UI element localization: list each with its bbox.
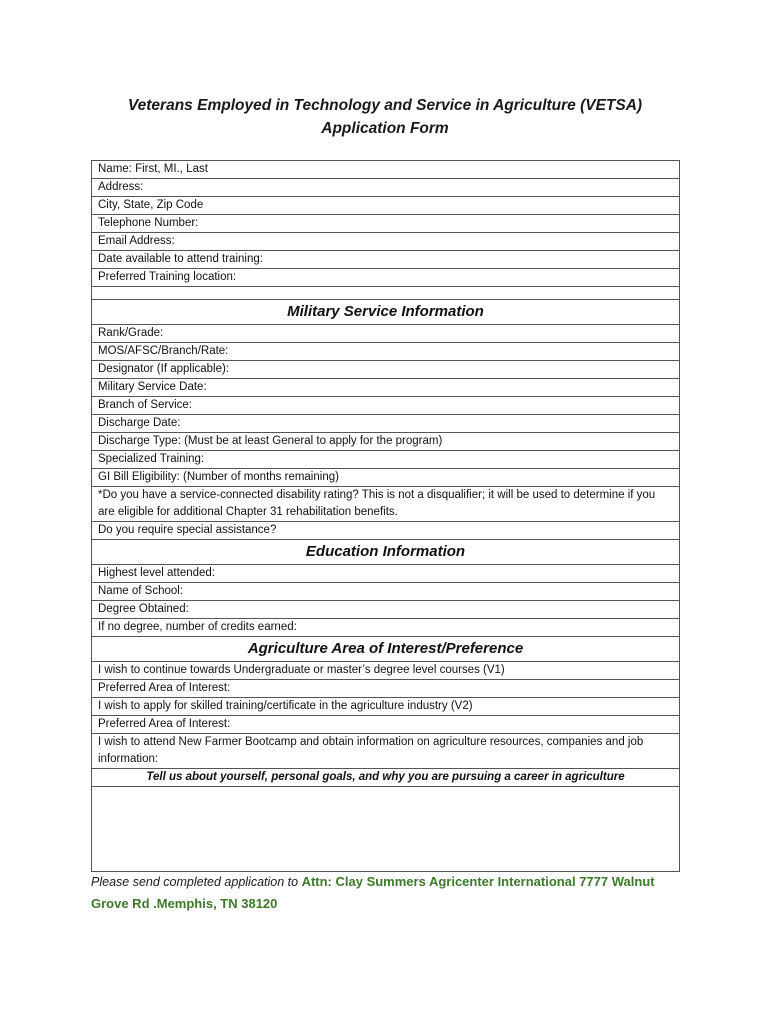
gi-bill-field[interactable]: GI Bill Eligibility: (Number of months remaining) bbox=[92, 469, 680, 487]
email-field[interactable]: Email Address: bbox=[92, 233, 680, 251]
form-title-line1: Veterans Employed in Technology and Service in Agriculture (VETSA) bbox=[127, 97, 643, 114]
service-date-field[interactable]: Military Service Date: bbox=[92, 379, 680, 397]
form-row-location bbox=[92, 269, 680, 287]
school-name-field[interactable]: Name of School: bbox=[92, 583, 680, 601]
disability-rating-field[interactable]: *Do you have a service-connected disability rating? This is not a disqualifier; it will be used to determine if you are eligible for additional Chapter 31 rehabilitation benefits. bbox=[92, 487, 680, 522]
essay-answer-area[interactable] bbox=[92, 787, 680, 872]
form-row-phone bbox=[92, 215, 680, 233]
form-row-address bbox=[92, 179, 680, 197]
form-title-line2: Application Form bbox=[321, 120, 449, 137]
mos-field[interactable]: MOS/AFSC/Branch/Rate: bbox=[92, 343, 680, 361]
bootcamp-option-field[interactable]: I wish to attend New Farmer Bootcamp and obtain information on agriculture resources, companies and job information: bbox=[92, 734, 680, 769]
blank-row bbox=[92, 287, 680, 300]
rank-grade-field[interactable]: Rank/Grade: bbox=[92, 325, 680, 343]
v2-area-field[interactable]: Preferred Area of Interest: bbox=[92, 716, 680, 734]
date-available-field[interactable]: Date available to attend training: bbox=[92, 251, 680, 269]
training-location-field[interactable]: Preferred Training location: bbox=[92, 269, 680, 287]
telephone-field[interactable]: Telephone Number: bbox=[92, 215, 680, 233]
discharge-date-field[interactable]: Discharge Date: bbox=[92, 415, 680, 433]
name-field[interactable]: Name: First, MI., Last bbox=[92, 161, 680, 179]
section-heading-interest: Agriculture Area of Interest/Preference bbox=[92, 637, 680, 662]
specialized-training-field[interactable]: Specialized Training: bbox=[92, 451, 680, 469]
essay-prompt-row bbox=[92, 769, 680, 787]
submission-instructions bbox=[91, 871, 691, 915]
form-row-blank bbox=[92, 287, 680, 300]
section-row-interest bbox=[92, 637, 680, 662]
form-row-date bbox=[92, 251, 680, 269]
v1-option-field[interactable]: I wish to continue towards Undergraduate or master’s degree level courses (V1) bbox=[92, 662, 680, 680]
application-form-table bbox=[91, 160, 680, 872]
special-assistance-field[interactable]: Do you require special assistance? bbox=[92, 522, 680, 540]
form-row-email bbox=[92, 233, 680, 251]
city-state-zip-field[interactable]: City, State, Zip Code bbox=[92, 197, 680, 215]
v1-area-field[interactable]: Preferred Area of Interest: bbox=[92, 680, 680, 698]
section-heading-education: Education Information bbox=[92, 540, 680, 565]
address-field[interactable]: Address: bbox=[92, 179, 680, 197]
section-row-education bbox=[92, 540, 680, 565]
credits-field[interactable]: If no degree, number of credits earned: bbox=[92, 619, 680, 637]
submission-lead-text: Please send completed application to bbox=[91, 875, 302, 889]
essay-row bbox=[92, 787, 680, 872]
form-title bbox=[0, 94, 770, 140]
discharge-type-field[interactable]: Discharge Type: (Must be at least General to apply for the program) bbox=[92, 433, 680, 451]
branch-field[interactable]: Branch of Service: bbox=[92, 397, 680, 415]
form-row-name bbox=[92, 161, 680, 179]
v2-option-field[interactable]: I wish to apply for skilled training/certificate in the agriculture industry (V2) bbox=[92, 698, 680, 716]
section-row-military bbox=[92, 300, 680, 325]
form-row-city bbox=[92, 197, 680, 215]
essay-prompt: Tell us about yourself, personal goals, and why you are pursuing a career in agriculture bbox=[92, 769, 680, 787]
degree-field[interactable]: Degree Obtained: bbox=[92, 601, 680, 619]
mailing-address: Attn: Clay Summers Agricenter International 7777 Walnut Grove Rd .Memphis, TN 38120 bbox=[91, 874, 655, 911]
section-heading-military: Military Service Information bbox=[92, 300, 680, 325]
highest-level-field[interactable]: Highest level attended: bbox=[92, 565, 680, 583]
designator-field[interactable]: Designator (If applicable): bbox=[92, 361, 680, 379]
